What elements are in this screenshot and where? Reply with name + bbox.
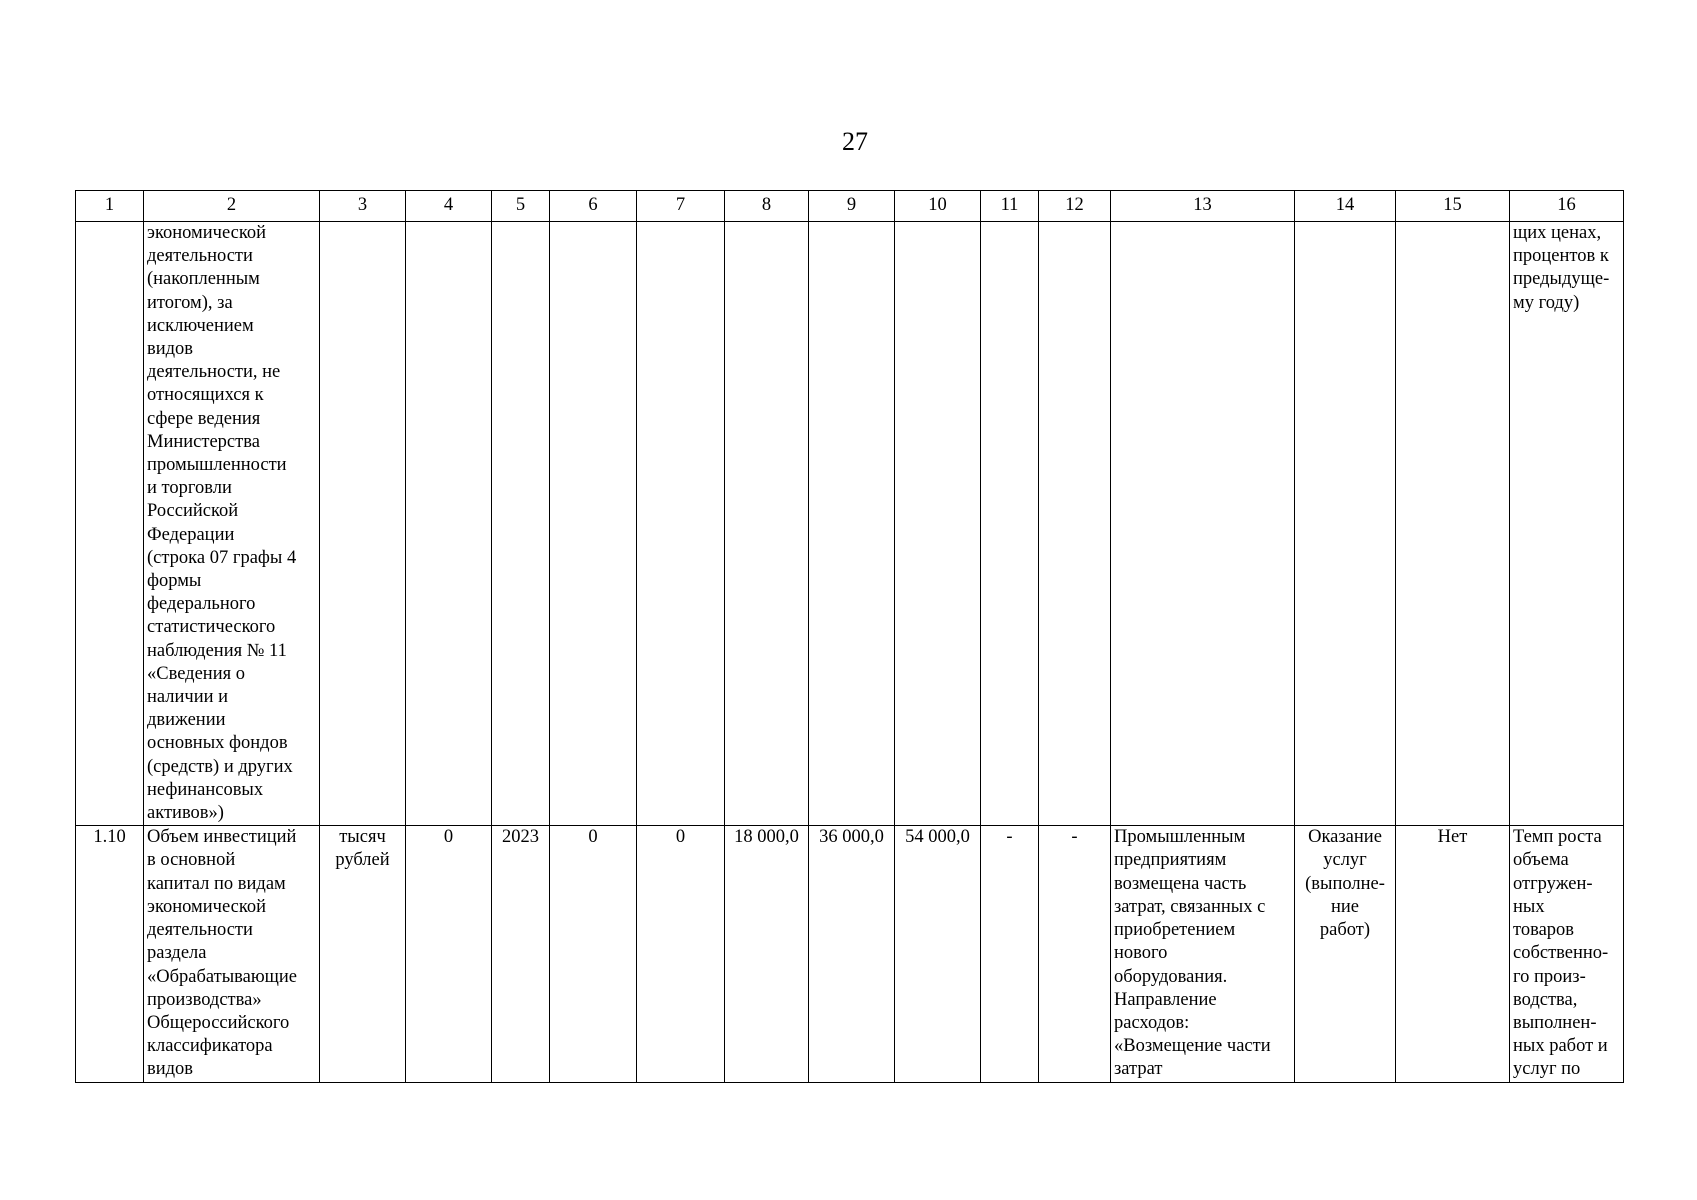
table-cell	[492, 222, 550, 826]
table-cell	[725, 222, 809, 826]
column-header: 14	[1295, 191, 1396, 222]
column-header: 1	[76, 191, 144, 222]
column-header: 9	[809, 191, 895, 222]
table-cell	[1111, 222, 1295, 826]
table-cell-indicator: Объем инвестиций в основной капитал по видам экономической деятельности раздела «Обрабатывающие производства» Общероссийского классификатора видов	[144, 826, 320, 1082]
data-table	[75, 190, 1624, 1083]
table-cell: щих ценах, процентов к предыдуще- му году)	[1510, 222, 1624, 826]
table-cell	[320, 222, 406, 826]
table-cell: 0	[637, 826, 725, 1082]
table-cell	[1295, 222, 1396, 826]
table-cell-number	[76, 222, 144, 826]
table-cell-value: 36 000,0	[809, 826, 895, 1082]
table-cell	[1396, 222, 1510, 826]
table-cell: -	[981, 826, 1039, 1082]
table-cell-base-value: 0	[406, 826, 492, 1082]
table-cell	[1039, 222, 1111, 826]
table-cell: Нет	[1396, 826, 1510, 1082]
column-header: 15	[1396, 191, 1510, 222]
table-cell-related-indicator: Темп роста объема отгружен- ных товаров собственно- го произ- водства, выполнен- ных работ и услуг по	[1510, 826, 1624, 1082]
table-header-row	[76, 191, 1624, 222]
column-header: 10	[895, 191, 981, 222]
table-cell-number: 1.10	[76, 826, 144, 1082]
table-cell-type: Оказание услуг (выполне- ние работ)	[1295, 826, 1396, 1082]
table-cell	[809, 222, 895, 826]
table-cell-base-year: 2023	[492, 826, 550, 1082]
column-header: 5	[492, 191, 550, 222]
column-header: 12	[1039, 191, 1111, 222]
column-header: 13	[1111, 191, 1295, 222]
table-cell	[550, 222, 637, 826]
column-header: 8	[725, 191, 809, 222]
table-cell	[895, 222, 981, 826]
table-cell	[981, 222, 1039, 826]
table-row	[76, 222, 1624, 826]
column-header: 7	[637, 191, 725, 222]
table-cell-indicator: экономической деятельности (накопленным итогом), за исключением видов деятельности, не относящихся к сфере ведения Министерства промышленности и торговли Российской Федерации (строка 07 графы 4 формы федерального статистического наблюдения № 11 «Сведения о наличии и движении основных фондов (средств) и других нефинансовых активов»)	[144, 222, 320, 826]
table-cell-unit: тысяч рублей	[320, 826, 406, 1082]
column-header: 3	[320, 191, 406, 222]
table-cell-result: Промышленным предприятиям возмещена часть затрат, связанных с приобретением нового оборудования. Направление расходов: «Возмещение части затрат	[1111, 826, 1295, 1082]
table-cell: 0	[550, 826, 637, 1082]
table-cell: -	[1039, 826, 1111, 1082]
column-header: 11	[981, 191, 1039, 222]
table-row	[76, 826, 1624, 1082]
table-cell	[406, 222, 492, 826]
column-header: 2	[144, 191, 320, 222]
column-header: 4	[406, 191, 492, 222]
table-cell-value: 54 000,0	[895, 826, 981, 1082]
column-header: 16	[1510, 191, 1624, 222]
table-cell-value: 18 000,0	[725, 826, 809, 1082]
table-cell	[637, 222, 725, 826]
column-header: 6	[550, 191, 637, 222]
page-number: 27	[842, 127, 868, 156]
